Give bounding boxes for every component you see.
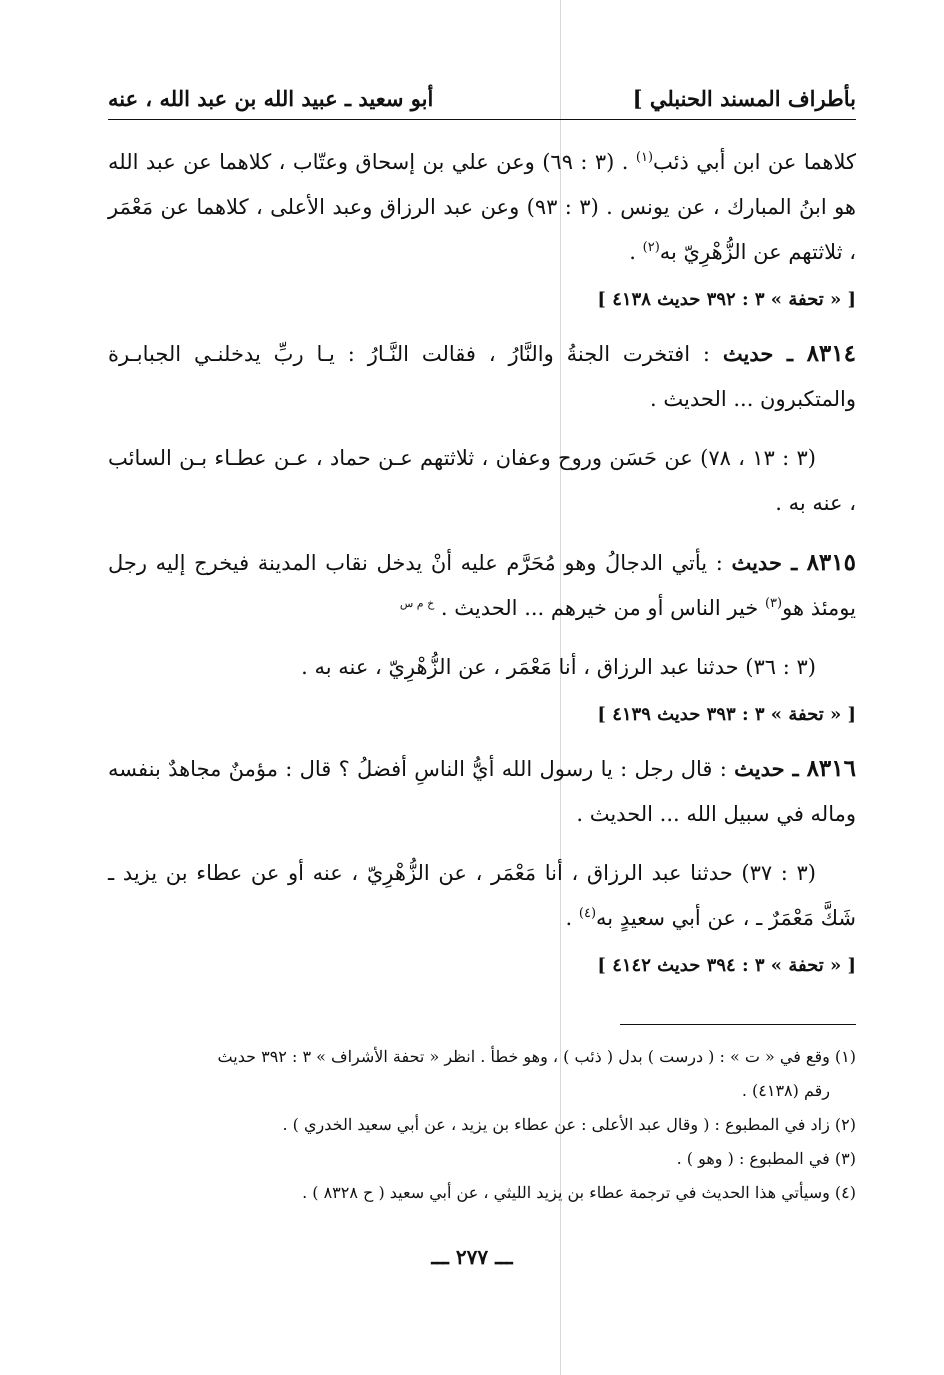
hadith-source-8316	[108, 851, 856, 941]
header-rule	[108, 119, 856, 120]
hadith-text: : يأتي الدجالُ وهو مُحَرَّم عليه أنْ يدخل نقاب المدينة فيخرج إليه رجل يومئذ هو	[108, 551, 856, 620]
header-section-title	[108, 84, 433, 114]
text-run: (٣ : ٣٧) حدثنا عبد الرزاق ، أنا مَعْمَر ، عن الزُّهْرِيّ ، عنه أو عن عطاء بن يزيد ـ شَكَّ مَعْمَرٌ ـ ، عن أبي سعيدٍ به	[108, 861, 856, 930]
header-author-rest: ـ عبيد الله بن عبد الله ، عنه	[108, 86, 359, 111]
footnote-number: (١)	[834, 1047, 856, 1066]
hadith-source-8315: (٣ : ٣٦) حدثنا عبد الرزاق ، أنا مَعْمَر ، عن الزُّهْرِيّ ، عنه به .	[301, 655, 816, 679]
footnote-text: في المطبوع : ( وهو ) .	[676, 1149, 835, 1168]
footnote-marker: (٣)	[764, 596, 783, 611]
hadith-keyword: ـ حديث	[731, 550, 807, 575]
running-header	[108, 84, 856, 114]
footnote-rule	[620, 1024, 856, 1025]
footnote-item	[108, 1142, 856, 1176]
footnote-marker: (١)	[635, 150, 654, 165]
footnote-item	[108, 1040, 856, 1108]
hadith-keyword: ـ حديث	[734, 756, 807, 781]
continuation-paragraph	[108, 140, 856, 275]
hadith-entry-8314	[108, 331, 856, 422]
footnote-number: (٤)	[834, 1183, 856, 1202]
tuhfa-reference: [ « تحفة » ٣ : ٣٩٣ حديث ٤١٣٩ ]	[597, 704, 856, 725]
footnote-text: وسيأتي هذا الحديث في ترجمة عطاء بن يزيد الليثي ، عن أبي سعيد ( ح ٨٣٢٨ ) .	[302, 1183, 835, 1202]
text-run: كلاهما عن ابن أبي ذئب	[653, 150, 856, 174]
header-author: أبو سعيد	[358, 86, 434, 111]
footnote-marker: (٤)	[578, 906, 597, 921]
footnote-marker: (٢)	[642, 240, 660, 255]
hadith-number: ٨٣١٦	[806, 755, 856, 782]
hadith-entry-8315	[108, 540, 856, 631]
text-run: .	[629, 240, 643, 264]
tuhfa-reference: [ « تحفة » ٣ : ٣٩٢ حديث ٤١٣٨ ]	[597, 289, 856, 310]
hadith-number: ٨٣١٥	[806, 549, 856, 576]
hadith-number: ٨٣١٤	[806, 340, 856, 367]
header-book-title: بأطراف المسند الحنبلي ]	[632, 86, 856, 111]
hadith-text: خير الناس أو من خيرهم ... الحديث .	[440, 596, 765, 620]
text-run: .	[565, 906, 579, 930]
footnote-number: (٢)	[834, 1115, 856, 1134]
hadith-text: : قال رجل : يا رسول الله أيُّ الناسِ أفضلُ ؟ قال : مؤمنٌ مجاهدٌ بنفسه وماله في سبيل الله ... الحديث .	[108, 757, 856, 826]
text-run: . (٣ : ٦٩) وعن علي بن إسحاق وعتّاب ، كلاهما عن عبد الله هو ابنُ المبارك ، عن يونس . (٣ : ٩٣) وعن عبد الرزاق وعبد الأعلى ، كلاهما عن مَعْمَر ، ثلاثتهم عن الزُّهْرِيّ به	[108, 150, 856, 264]
collection-sigla: خ م س	[399, 597, 435, 610]
footnotes	[108, 1040, 856, 1210]
footnote-number: (٣)	[834, 1149, 856, 1168]
hadith-keyword: ـ حديث	[722, 341, 807, 366]
hadith-entry-8316	[108, 746, 856, 837]
page-number: ـــ ٢٧٧ ـــ	[431, 1245, 513, 1269]
hadith-text: : افتخرت الجنةُ والنَّارُ ، فقالت النَّـارُ : يـا ربِّ يدخلنـي الجبابـرة والمتكبرون ... الحديث .	[108, 342, 856, 411]
footnote-item	[108, 1176, 856, 1210]
hadith-source-8314: (٣ : ١٣ ، ٧٨) عن حَسَن وروح وعفان ، ثلاثتهم عـن حماد ، عـن عطـاء بـن السائب ، عنه به .	[108, 446, 856, 515]
footnote-item	[108, 1108, 856, 1142]
footnote-text: زاد في المطبوع : ( وقال عبد الأعلى : عن عطاء بن يزيد ، عن أبي سعيد الخدري ) .	[282, 1115, 835, 1134]
footnote-text: وقع في « ت » : ( درست ) بدل ( ذئب ) ، وهو خطأ . انظر « تحفة الأشراف » ٣ : ٣٩٢ حديث	[217, 1047, 835, 1066]
tuhfa-reference: [ « تحفة » ٣ : ٣٩٤ حديث ٤١٤٢ ]	[597, 955, 856, 976]
main-text	[108, 140, 856, 983]
footnote-text-continued: رقم (٤١٣٨) .	[741, 1081, 830, 1100]
